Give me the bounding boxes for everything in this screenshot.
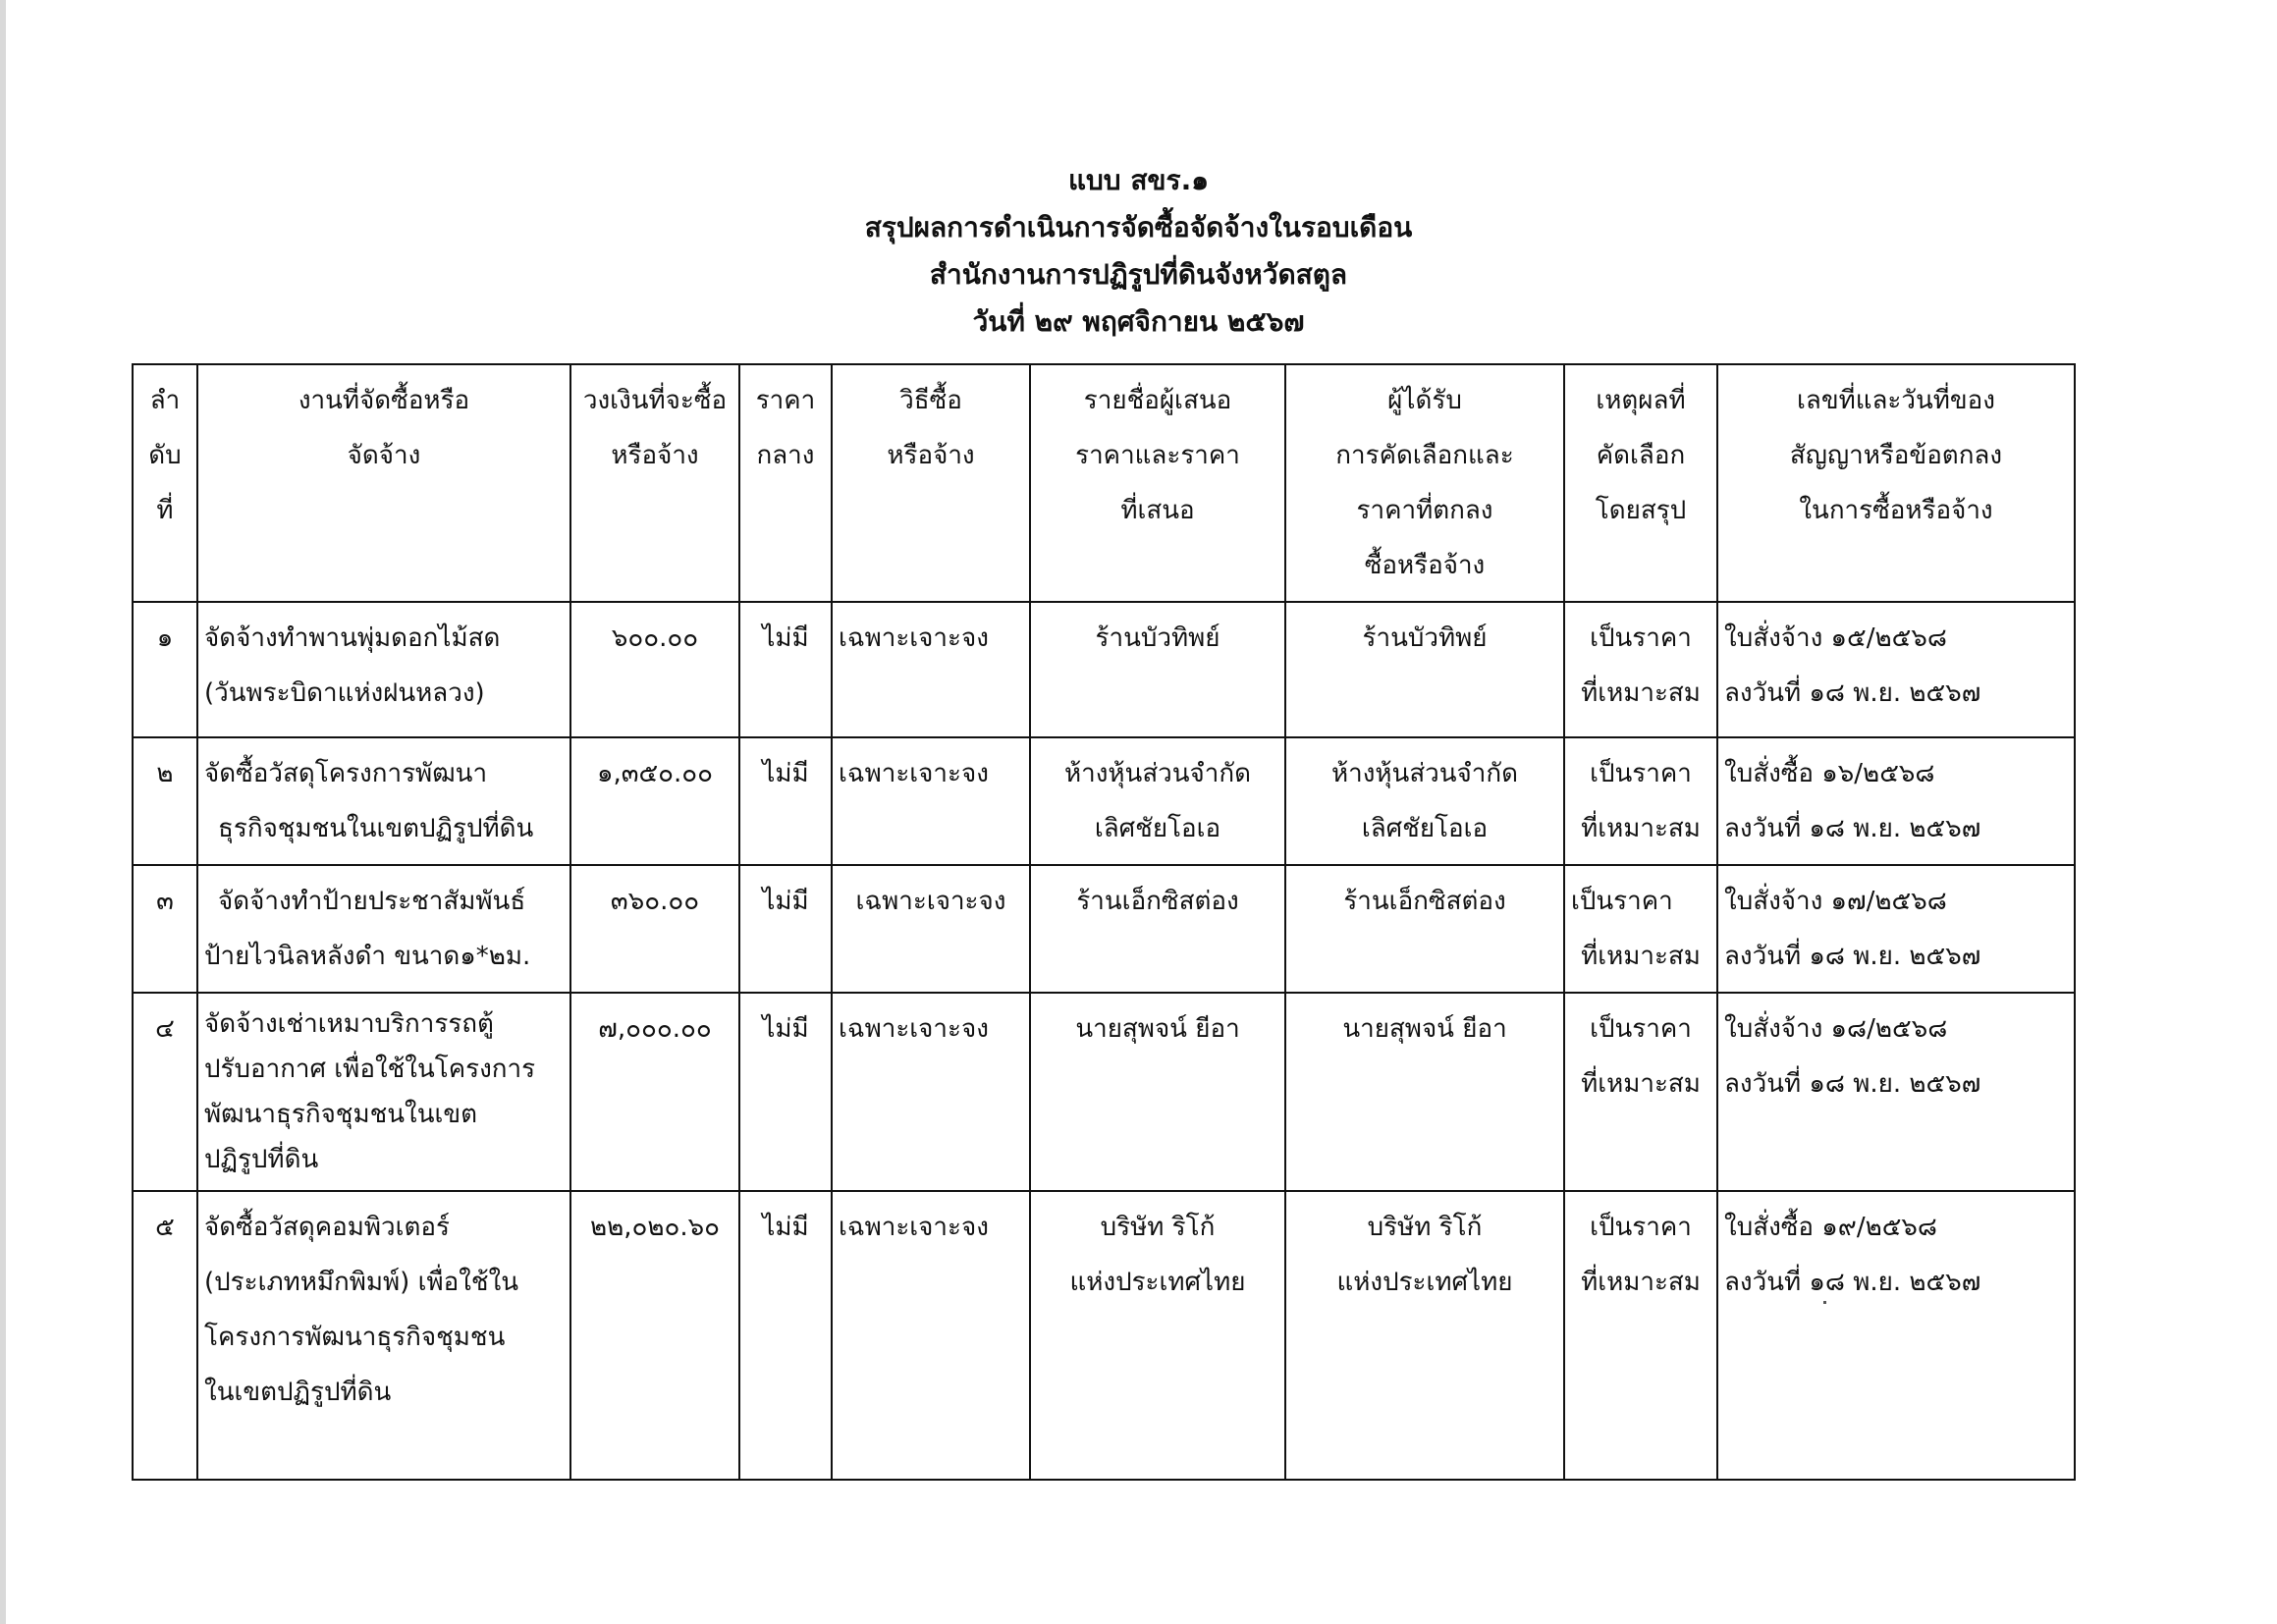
selection-reason: เป็นราคา ที่เหมาะสม <box>1564 1191 1717 1480</box>
budget-amount: ๖๐๐.๐๐ <box>570 602 739 737</box>
table-row <box>133 993 2075 1191</box>
budget-amount: ๑,๓๕๐.๐๐ <box>570 737 739 865</box>
median-price: ไม่มี <box>739 1191 832 1480</box>
selected-vendor: ร้านเอ็กซิสต่อง <box>1285 865 1564 993</box>
table-row <box>133 865 2075 993</box>
selected-vendor: ร้านบัวทิพย์ <box>1285 602 1564 737</box>
bidders: ห้างหุ้นส่วนจำกัด เลิศชัยโอเอ <box>1030 737 1285 865</box>
report-date: วันที่ ๒๙ พฤศจิกายน ๒๕๖๗ <box>972 305 1305 338</box>
procurement-item: จัดจ้างทำป้ายประชาสัมพันธ์ ป้ายไวนิลหลังดำ ขนาด๑*๒ม. <box>197 865 570 993</box>
col-header-budget: วงเงินที่จะซื้อ หรือจ้าง <box>570 364 739 602</box>
budget-amount: ๒๒,๐๒๐.๖๐ <box>570 1191 739 1480</box>
procurement-item: จัดจ้างทำพานพุ่มดอกไม้สด (วันพระบิดาแห่งฝนหลวง) <box>197 602 570 737</box>
selected-vendor: ห้างหุ้นส่วนจำกัด เลิศชัยโอเอ <box>1285 737 1564 865</box>
contract-reference: ใบสั่งซื้อ ๑๙/๒๕๖๘ ลงวันที่ ๑๘ พ.ย. ๒๕๖๗ <box>1717 1191 2075 1480</box>
agency-name: สำนักงานการปฏิรูปที่ดินจังหวัดสตูล <box>929 258 1348 291</box>
selection-reason: เป็นราคา ที่เหมาะสม <box>1564 993 1717 1191</box>
median-price: ไม่มี <box>739 737 832 865</box>
contract-reference: ใบสั่งซื้อ ๑๖/๒๕๖๘ ลงวันที่ ๑๘ พ.ย. ๒๕๖๗ <box>1717 737 2075 865</box>
col-header-median-price: ราคา กลาง <box>739 364 832 602</box>
procurement-item: จัดซื้อวัสดุโครงการพัฒนา ธุรกิจชุมชนในเขตปฏิรูปที่ดิน <box>197 737 570 865</box>
procurement-method: เฉพาะเจาะจง <box>832 1191 1030 1480</box>
median-price: ไม่มี <box>739 865 832 993</box>
col-header-winner: ผู้ได้รับ การคัดเลือกและ ราคาที่ตกลง ซื้อหรือจ้าง <box>1285 364 1564 602</box>
document-title: สรุปผลการดำเนินการจัดซื้อจัดจ้างในรอบเดือน <box>864 211 1413 244</box>
row-number: ๔ <box>133 993 197 1191</box>
bidders: ร้านบัวทิพย์ <box>1030 602 1285 737</box>
procurement-item: จัดจ้างเช่าเหมาบริการรถตู้ ปรับอากาศ เพื่อใช้ในโครงการ พัฒนาธุรกิจชุมชนในเขต ปฏิรูปที่ดิน <box>197 993 570 1191</box>
col-header-reason: เหตุผลที่ คัดเลือก โดยสรุป <box>1564 364 1717 602</box>
col-header-contract: เลขที่และวันที่ของ สัญญาหรือข้อตกลง ในการซื้อหรือจ้าง <box>1717 364 2075 602</box>
procurement-item: จัดซื้อวัสดุคอมพิวเตอร์ (ประเภทหมึกพิมพ์) เพื่อใช้ใน โครงการพัฒนาธุรกิจชุมชน ในเขตปฏิรูปที่ดิน <box>197 1191 570 1480</box>
col-header-no: ลำ ดับ ที่ <box>133 364 197 602</box>
table-row <box>133 737 2075 865</box>
contract-reference: ใบสั่งจ้าง ๑๘/๒๕๖๘ ลงวันที่ ๑๘ พ.ย. ๒๕๖๗ <box>1717 993 2075 1191</box>
selection-reason: เป็นราคา ที่เหมาะสม <box>1564 602 1717 737</box>
document-header <box>0 157 2277 346</box>
row-number: ๕ <box>133 1191 197 1480</box>
bidders: นายสุพจน์ ยีอา <box>1030 993 1285 1191</box>
row-number: ๑ <box>133 602 197 737</box>
procurement-method: เฉพาะเจาะจง <box>832 602 1030 737</box>
selected-vendor: นายสุพจน์ ยีอา <box>1285 993 1564 1191</box>
form-code: แบบ สขร.๑ <box>1067 164 1210 196</box>
col-header-method: วิธีซื้อ หรือจ้าง <box>832 364 1030 602</box>
selection-reason: เป็นราคา ที่เหมาะสม <box>1564 737 1717 865</box>
median-price: ไม่มี <box>739 993 832 1191</box>
contract-reference: ใบสั่งจ้าง ๑๗/๒๕๖๘ ลงวันที่ ๑๘ พ.ย. ๒๕๖๗ <box>1717 865 2075 993</box>
median-price: ไม่มี <box>739 602 832 737</box>
budget-amount: ๗,๐๐๐.๐๐ <box>570 993 739 1191</box>
row-number: ๒ <box>133 737 197 865</box>
row-number: ๓ <box>133 865 197 993</box>
budget-amount: ๓๖๐.๐๐ <box>570 865 739 993</box>
table-row <box>133 602 2075 737</box>
selection-reason: เป็นราคา ที่เหมาะสม <box>1564 865 1717 993</box>
procurement-method: เฉพาะเจาะจง <box>832 737 1030 865</box>
col-header-item: งานที่จัดซื้อหรือ จัดจ้าง <box>197 364 570 602</box>
bidders: บริษัท ริโก้ แห่งประเทศไทย <box>1030 1191 1285 1480</box>
procurement-method: เฉพาะเจาะจง <box>832 865 1030 993</box>
table-row <box>133 1191 2075 1480</box>
scan-speck <box>1823 1301 1826 1304</box>
selected-vendor: บริษัท ริโก้ แห่งประเทศไทย <box>1285 1191 1564 1480</box>
procurement-method: เฉพาะเจาะจง <box>832 993 1030 1191</box>
bidders: ร้านเอ็กซิสต่อง <box>1030 865 1285 993</box>
procurement-table <box>132 363 2076 1481</box>
header-row <box>133 364 2075 602</box>
col-header-bidders: รายชื่อผู้เสนอ ราคาและราคา ที่เสนอ <box>1030 364 1285 602</box>
contract-reference: ใบสั่งจ้าง ๑๕/๒๕๖๘ ลงวันที่ ๑๘ พ.ย. ๒๕๖๗ <box>1717 602 2075 737</box>
